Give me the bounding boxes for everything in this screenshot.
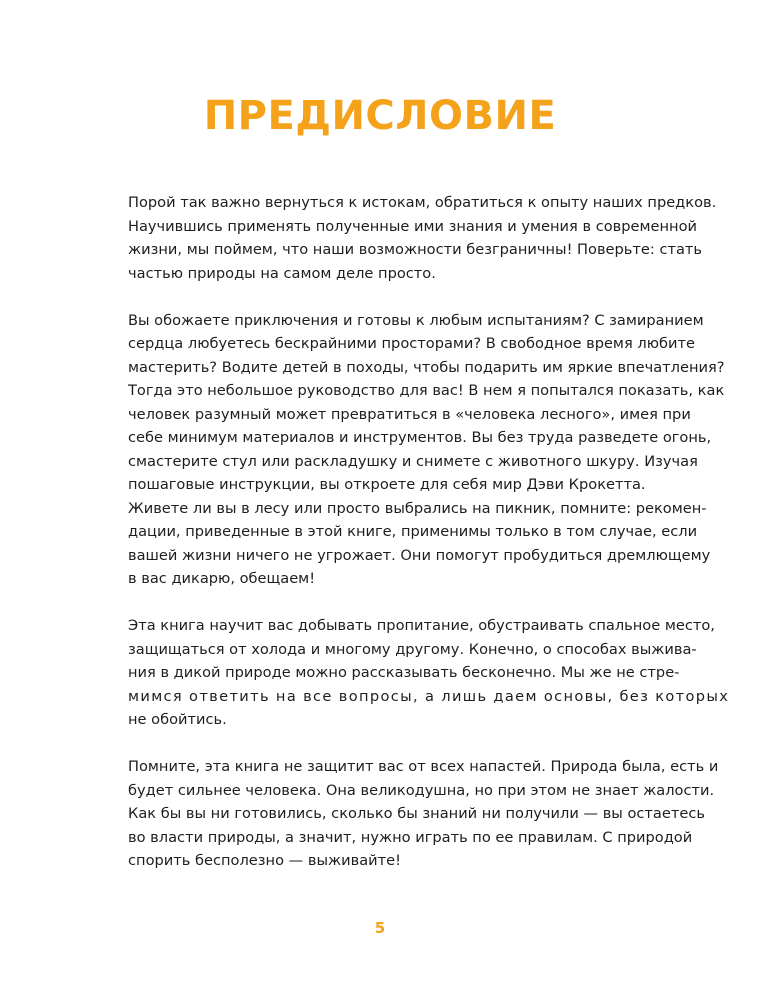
text-line: ния в дикой природе можно рассказывать бесконечно. Мы же не стре- — [128, 664, 680, 681]
paragraph-2 — [128, 309, 725, 591]
paragraph-1 — [128, 191, 717, 285]
preface-body — [128, 191, 730, 873]
text-line: себе минимум материалов и инструментов. Вы без труда разведете огонь, — [128, 429, 712, 446]
text-line: защищаться от холода и многому другому. Конечно, о способах выжива- — [128, 640, 697, 658]
chapter-title: ПРЕДИСЛОВИЕ — [203, 93, 557, 139]
text-line: мастерить? Водите детей в походы, чтобы подарить им яркие впечатления? — [128, 358, 725, 376]
text-line: в вас дикарю, обещаем! — [128, 570, 316, 587]
text-line: Эта книга научит вас добывать пропитание, обустраивать спальное место, — [128, 617, 715, 634]
text-line: Тогда это небольшое руководство для вас! В нем я попытался показать, как — [128, 382, 725, 399]
text-line: сердца любуетесь бескрайними просторами? В свободное время любите — [128, 335, 695, 352]
text-line: вашей жизни ничего не угрожает. Они помогут пробудиться дремлющему — [128, 546, 711, 564]
paragraph-gap — [128, 591, 638, 615]
text-line: мимся ответить на все вопросы, а лишь даем основы, без которых — [128, 687, 730, 705]
text-line: Вы обожаете приключения и готовы к любым испытаниям? С замиранием — [128, 311, 704, 329]
text-line: дации, приведенные в этой книге, применимы только в том случае, если — [128, 523, 698, 540]
paragraph-gap — [128, 285, 638, 309]
paragraph-gap — [128, 732, 638, 756]
text-line: частью природы на самом деле просто. — [128, 264, 436, 282]
text-line: не обойтись. — [128, 711, 227, 728]
text-line: будет сильнее человека. Она великодушна, но при этом не знает жалости. — [128, 781, 715, 799]
text-line: человек разумный может превратиться в «человека лесного», имея при — [128, 405, 691, 423]
text-line: смастерите стул или раскладушку и снимете с животного шкуру. Изучая — [128, 452, 698, 470]
text-line: пошаговые инструкции, вы откроете для себя мир Дэви Крокетта. — [128, 476, 646, 493]
paragraph-3 — [128, 614, 730, 732]
text-line: спорить бесполезно — выживайте! — [128, 852, 401, 869]
text-line: Помните, эта книга не защитит вас от всех напастей. Природа была, есть и — [128, 758, 719, 775]
text-line: Научившись применять полученные ими знания и умения в современной — [128, 217, 697, 235]
text-line: Живете ли вы в лесу или просто выбрались на пикник, помните: рекомен- — [128, 499, 707, 517]
paragraph-4 — [128, 755, 719, 873]
text-line: жизни, мы поймем, что наши возможности безграничны! Поверьте: стать — [128, 241, 703, 258]
text-line: во власти природы, а значит, нужно играть по ее правилам. С природой — [128, 828, 693, 846]
text-line: Порой так важно вернуться к истокам, обратиться к опыту наших предков. — [128, 194, 717, 211]
page-number: 5 — [374, 919, 386, 937]
text-line: Как бы вы ни готовились, сколько бы знаний ни получили — вы остаетесь — [128, 805, 705, 822]
